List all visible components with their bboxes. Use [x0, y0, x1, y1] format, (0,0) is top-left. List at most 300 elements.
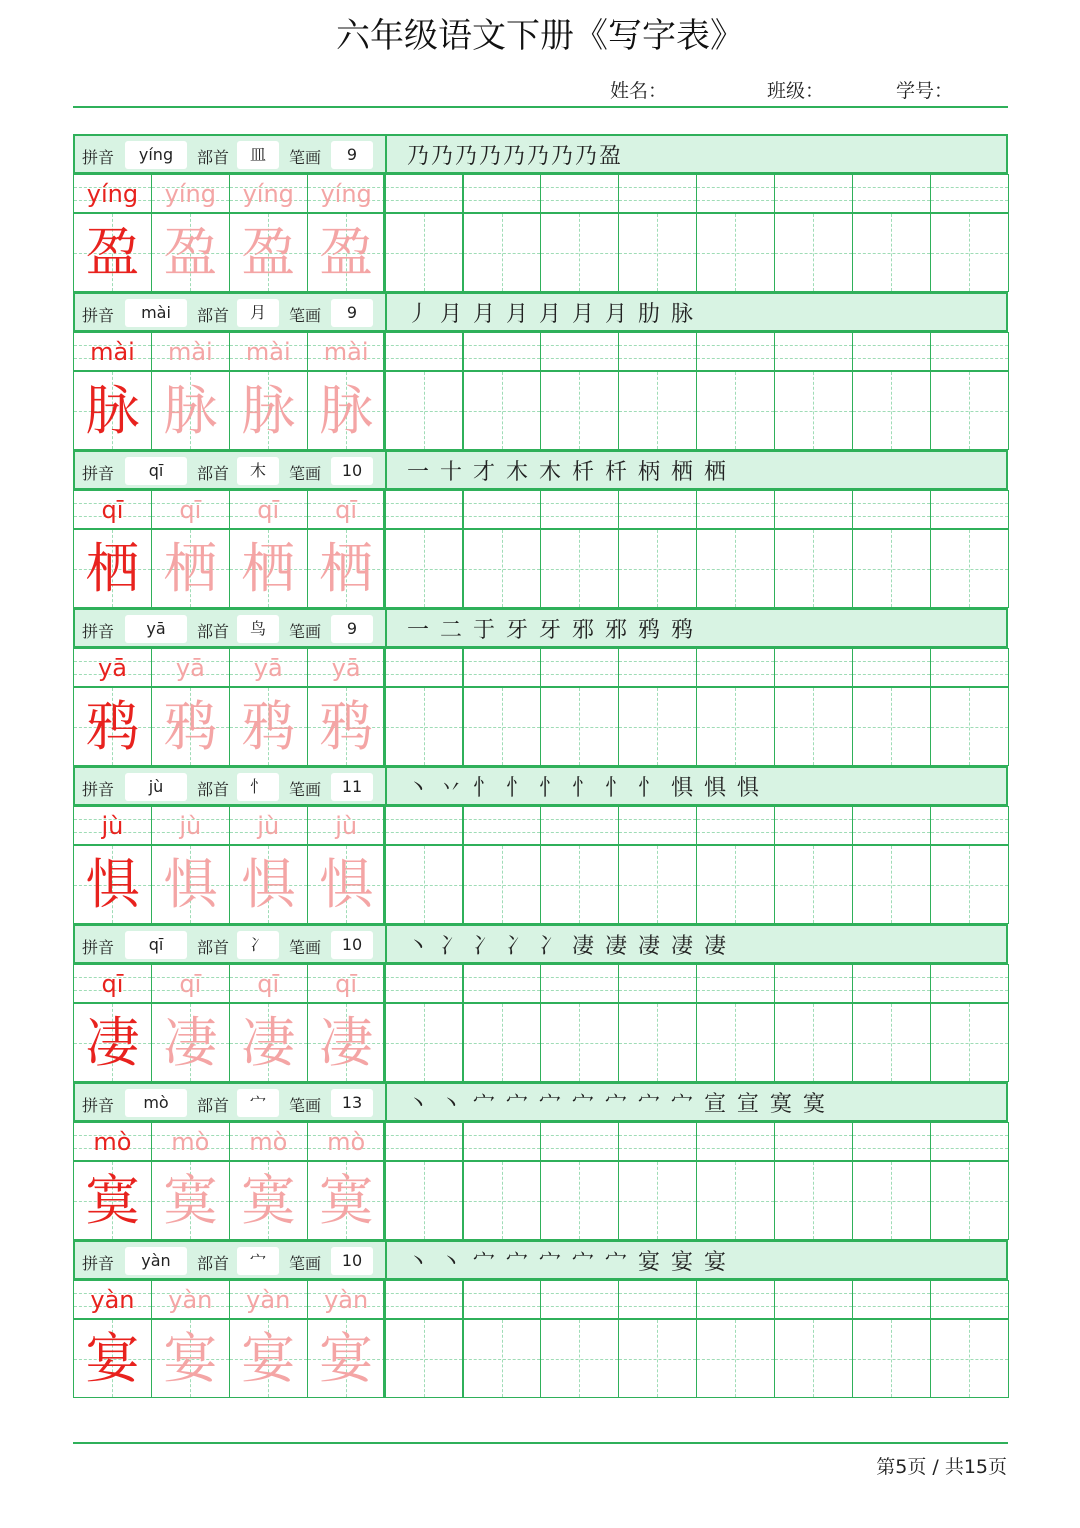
- pinyin-cell: [73, 174, 152, 213]
- character-cell[interactable]: [774, 371, 853, 450]
- pinyin-cell: [307, 964, 386, 1003]
- pinyin-cell[interactable]: [930, 964, 1009, 1003]
- pinyin-cell: [307, 490, 386, 529]
- character-block: [73, 450, 1008, 608]
- pinyin-cell[interactable]: [774, 964, 853, 1003]
- character-trace: 鸦: [163, 695, 218, 758]
- character-cell[interactable]: [540, 371, 619, 450]
- pinyin-trace: yíng: [320, 180, 372, 208]
- pinyin-cell: [229, 648, 308, 687]
- radical-label: 部首: [197, 1254, 230, 1273]
- character-block: [73, 1082, 1008, 1240]
- character-cell[interactable]: [618, 1161, 697, 1240]
- pinyin-cell: [151, 1280, 230, 1319]
- pinyin-trace: jù: [257, 812, 280, 840]
- character-cell: [73, 1319, 152, 1398]
- pinyin-label: 拼音: [82, 622, 115, 641]
- pinyin-cell[interactable]: [540, 806, 619, 845]
- character-model: 凄: [85, 1011, 140, 1074]
- pinyin-cell[interactable]: [852, 174, 931, 213]
- character-trace: 鸦: [319, 695, 374, 758]
- character-cell[interactable]: [930, 529, 1009, 608]
- character-cell[interactable]: [463, 687, 542, 766]
- pinyin-value: yàn: [125, 1247, 187, 1275]
- header-separator: [385, 1242, 387, 1278]
- radical-value: 冫: [237, 931, 279, 959]
- pinyin-cell[interactable]: [852, 490, 931, 529]
- character-cell: [73, 213, 152, 292]
- character-cell: [151, 371, 230, 450]
- character-cell: [229, 1003, 308, 1082]
- character-cell[interactable]: [696, 687, 775, 766]
- character-cell[interactable]: [540, 845, 619, 924]
- character-trace: 寞: [241, 1169, 296, 1232]
- stroke-count-label: 笔画: [289, 622, 322, 641]
- character-cell[interactable]: [696, 529, 775, 608]
- character-cell: [229, 213, 308, 292]
- character-cell[interactable]: [385, 529, 464, 608]
- pinyin-cell[interactable]: [774, 1122, 853, 1161]
- character-cell[interactable]: [696, 845, 775, 924]
- pinyin-cell[interactable]: [540, 332, 619, 371]
- character-cell[interactable]: [696, 1319, 775, 1398]
- pinyin-cell: [151, 1122, 230, 1161]
- pinyin-cell[interactable]: [463, 1122, 542, 1161]
- character-cell[interactable]: [852, 371, 931, 450]
- character-cell: [229, 1161, 308, 1240]
- character-header: [73, 1082, 1008, 1122]
- pinyin-cell[interactable]: [852, 806, 931, 845]
- pinyin-cell[interactable]: [463, 490, 542, 529]
- pinyin-cell[interactable]: [618, 490, 697, 529]
- pinyin-cell[interactable]: [540, 964, 619, 1003]
- pinyin-trace: yíng: [164, 180, 216, 208]
- pinyin-cell[interactable]: [540, 1280, 619, 1319]
- pinyin-cell[interactable]: [540, 648, 619, 687]
- character-model: 盈: [85, 221, 140, 284]
- character-cell[interactable]: [618, 687, 697, 766]
- pinyin-trace: qī: [257, 496, 280, 524]
- character-cell[interactable]: [385, 213, 464, 292]
- character-cell: [151, 845, 230, 924]
- pinyin-cell: [307, 1122, 386, 1161]
- writing-grid: [73, 134, 1008, 1398]
- character-cell[interactable]: [696, 1003, 775, 1082]
- character-cell[interactable]: [463, 529, 542, 608]
- character-cell[interactable]: [930, 213, 1009, 292]
- pinyin-cell[interactable]: [774, 1280, 853, 1319]
- character-cell[interactable]: [463, 1161, 542, 1240]
- pinyin-cell[interactable]: [930, 174, 1009, 213]
- character-cell: [73, 529, 152, 608]
- pinyin-cell[interactable]: [774, 174, 853, 213]
- radical-value: 宀: [237, 1089, 279, 1117]
- pinyin-cell[interactable]: [930, 332, 1009, 371]
- class-label: 班级：: [767, 80, 825, 102]
- pinyin-cell[interactable]: [930, 490, 1009, 529]
- pinyin-cell[interactable]: [540, 1122, 619, 1161]
- radical-label: 部首: [197, 1096, 230, 1115]
- radical-value: 忄: [237, 773, 279, 801]
- pinyin-label: 拼音: [82, 938, 115, 957]
- character-cell: [73, 687, 152, 766]
- pinyin-cell[interactable]: [852, 1122, 931, 1161]
- pinyin-cell[interactable]: [696, 964, 775, 1003]
- character-cell[interactable]: [385, 687, 464, 766]
- stroke-order: 一 十 才 木 木 杄 杄 柄 栖 栖: [407, 460, 728, 485]
- character-trace: 栖: [319, 537, 374, 600]
- header-separator: [385, 452, 387, 488]
- character-cell[interactable]: [618, 213, 697, 292]
- character-cell[interactable]: [385, 371, 464, 450]
- pinyin-cell: [73, 490, 152, 529]
- character-cell: [151, 529, 230, 608]
- pinyin-cell[interactable]: [930, 1122, 1009, 1161]
- character-cell[interactable]: [774, 1161, 853, 1240]
- pinyin-cell[interactable]: [463, 174, 542, 213]
- character-header: [73, 766, 1008, 806]
- pinyin-cell: [229, 1280, 308, 1319]
- radical-value: 鸟: [237, 615, 279, 643]
- character-cell[interactable]: [774, 845, 853, 924]
- stroke-order: 一 二 于 牙 牙 邪 邪 鸦 鸦: [407, 618, 695, 643]
- pinyin-trace: yàn: [246, 1286, 291, 1314]
- pinyin-cell[interactable]: [618, 1122, 697, 1161]
- character-header: [73, 608, 1008, 648]
- stroke-order: 乃乃乃乃乃乃乃乃盈: [407, 144, 624, 169]
- page-title: 六年级语文下册《写字表》: [336, 16, 744, 56]
- character-cell[interactable]: [540, 1319, 619, 1398]
- pinyin-cell[interactable]: [696, 1280, 775, 1319]
- pinyin-cell[interactable]: [852, 332, 931, 371]
- pinyin-cell[interactable]: [385, 1280, 464, 1319]
- stroke-count-value: 9: [331, 615, 373, 643]
- stroke-order: 丶 丶 宀 宀 宀 宀 宀 宴 宴 宴: [407, 1250, 728, 1275]
- pinyin-cell[interactable]: [463, 1280, 542, 1319]
- character-header: [73, 924, 1008, 964]
- character-cell: [151, 1319, 230, 1398]
- character-cell[interactable]: [930, 1003, 1009, 1082]
- header-separator: [385, 294, 387, 330]
- character-cell[interactable]: [463, 1003, 542, 1082]
- character-cell: [229, 845, 308, 924]
- character-cell[interactable]: [385, 1161, 464, 1240]
- pinyin-cell[interactable]: [618, 806, 697, 845]
- pinyin-value: mò: [125, 1089, 187, 1117]
- pinyin-cell: [151, 174, 230, 213]
- character-cell[interactable]: [852, 213, 931, 292]
- radical-value: 宀: [237, 1247, 279, 1275]
- pinyin-trace: yàn: [324, 1286, 369, 1314]
- character-trace: 宴: [241, 1327, 296, 1390]
- character-cell[interactable]: [463, 371, 542, 450]
- pinyin-cell[interactable]: [852, 964, 931, 1003]
- pinyin-cell[interactable]: [774, 648, 853, 687]
- name-label: 姓名：: [610, 80, 668, 102]
- pinyin-cell[interactable]: [696, 648, 775, 687]
- radical-value: 木: [237, 457, 279, 485]
- pinyin-trace: mò: [171, 1128, 210, 1156]
- character-cell: [73, 1003, 152, 1082]
- character-cell[interactable]: [930, 1319, 1009, 1398]
- pinyin-cell[interactable]: [696, 490, 775, 529]
- character-cell: [307, 1003, 386, 1082]
- character-cell: [307, 1319, 386, 1398]
- pinyin-cell: [151, 490, 230, 529]
- character-cell: [73, 845, 152, 924]
- character-cell: [307, 687, 386, 766]
- pinyin-cell[interactable]: [774, 806, 853, 845]
- pinyin-value: qī: [125, 931, 187, 959]
- pinyin-value: yíng: [125, 141, 187, 169]
- pinyin-cell[interactable]: [385, 332, 464, 371]
- character-trace: 盈: [319, 221, 374, 284]
- character-cell: [229, 529, 308, 608]
- stroke-count-value: 10: [331, 457, 373, 485]
- pinyin-cell[interactable]: [385, 806, 464, 845]
- pinyin-label: 拼音: [82, 148, 115, 167]
- character-cell[interactable]: [463, 213, 542, 292]
- stroke-count-label: 笔画: [289, 938, 322, 957]
- pinyin-trace: qī: [179, 496, 202, 524]
- character-trace: 盈: [241, 221, 296, 284]
- character-trace: 寞: [163, 1169, 218, 1232]
- character-cell[interactable]: [930, 1161, 1009, 1240]
- character-cell[interactable]: [852, 1003, 931, 1082]
- character-trace: 寞: [319, 1169, 374, 1232]
- stroke-count-value: 9: [331, 141, 373, 169]
- pinyin-cell[interactable]: [696, 174, 775, 213]
- pinyin-cell[interactable]: [385, 1122, 464, 1161]
- pinyin-trace: qī: [179, 970, 202, 998]
- character-header: [73, 134, 1008, 174]
- pinyin-cell[interactable]: [385, 964, 464, 1003]
- character-model: 脉: [85, 379, 140, 442]
- pinyin-cell[interactable]: [774, 490, 853, 529]
- pinyin-cell: [307, 648, 386, 687]
- character-cell: [151, 687, 230, 766]
- stroke-count-label: 笔画: [289, 780, 322, 799]
- character-cell[interactable]: [852, 1319, 931, 1398]
- pinyin-cell: [151, 332, 230, 371]
- character-cell[interactable]: [385, 1003, 464, 1082]
- pinyin-cell[interactable]: [852, 1280, 931, 1319]
- pinyin-label: 拼音: [82, 1254, 115, 1273]
- character-model: 惧: [85, 853, 140, 916]
- pinyin-cell: [229, 964, 308, 1003]
- pinyin-cell: [229, 806, 308, 845]
- character-cell: [307, 845, 386, 924]
- character-cell[interactable]: [852, 687, 931, 766]
- pinyin-trace: yàn: [168, 1286, 213, 1314]
- character-cell[interactable]: [540, 529, 619, 608]
- character-cell[interactable]: [852, 529, 931, 608]
- character-cell: [307, 1161, 386, 1240]
- character-cell[interactable]: [696, 1161, 775, 1240]
- radical-label: 部首: [197, 938, 230, 957]
- pinyin-cell: [73, 964, 152, 1003]
- character-cell[interactable]: [774, 1003, 853, 1082]
- character-cell: [307, 529, 386, 608]
- pinyin-trace: yā: [331, 654, 361, 682]
- character-cell[interactable]: [774, 687, 853, 766]
- character-trace: 凄: [163, 1011, 218, 1074]
- header-separator: [385, 926, 387, 962]
- pinyin-cell: [73, 806, 152, 845]
- pinyin-cell[interactable]: [463, 332, 542, 371]
- stroke-count-label: 笔画: [289, 148, 322, 167]
- pinyin-cell[interactable]: [930, 806, 1009, 845]
- pinyin-cell: [229, 332, 308, 371]
- pinyin-cell: [73, 648, 152, 687]
- character-header: [73, 450, 1008, 490]
- pinyin-cell[interactable]: [618, 174, 697, 213]
- pinyin-trace: yā: [175, 654, 205, 682]
- character-cell[interactable]: [930, 371, 1009, 450]
- pinyin-trace: qī: [335, 496, 358, 524]
- pinyin-model: mài: [90, 338, 135, 366]
- character-cell[interactable]: [696, 213, 775, 292]
- pinyin-cell[interactable]: [385, 174, 464, 213]
- character-block: [73, 134, 1008, 292]
- character-model: 寞: [85, 1169, 140, 1232]
- character-cell: [73, 371, 152, 450]
- character-cell[interactable]: [930, 845, 1009, 924]
- character-cell: [151, 1003, 230, 1082]
- radical-label: 部首: [197, 780, 230, 799]
- character-cell[interactable]: [774, 1319, 853, 1398]
- pinyin-cell[interactable]: [696, 332, 775, 371]
- pinyin-cell[interactable]: [618, 1280, 697, 1319]
- pinyin-cell[interactable]: [540, 490, 619, 529]
- pinyin-cell: [229, 490, 308, 529]
- stroke-count-value: 9: [331, 299, 373, 327]
- character-model: 宴: [85, 1327, 140, 1390]
- character-cell[interactable]: [540, 213, 619, 292]
- pinyin-cell[interactable]: [696, 1122, 775, 1161]
- character-cell: [151, 213, 230, 292]
- character-cell[interactable]: [540, 1003, 619, 1082]
- pinyin-value: jù: [125, 773, 187, 801]
- stroke-count-value: 11: [331, 773, 373, 801]
- character-cell[interactable]: [618, 371, 697, 450]
- character-trace: 惧: [163, 853, 218, 916]
- pinyin-value: mài: [125, 299, 187, 327]
- character-cell: [229, 687, 308, 766]
- pinyin-model: jù: [101, 812, 124, 840]
- pinyin-label: 拼音: [82, 306, 115, 325]
- pinyin-trace: jù: [179, 812, 202, 840]
- pinyin-model: yā: [97, 654, 127, 682]
- pinyin-trace: mài: [245, 338, 291, 366]
- character-cell[interactable]: [385, 845, 464, 924]
- pinyin-cell: [307, 806, 386, 845]
- pinyin-cell[interactable]: [540, 174, 619, 213]
- character-cell[interactable]: [618, 1003, 697, 1082]
- pinyin-cell[interactable]: [463, 964, 542, 1003]
- character-cell[interactable]: [774, 529, 853, 608]
- pinyin-cell[interactable]: [385, 490, 464, 529]
- header-separator: [385, 1084, 387, 1120]
- character-trace: 栖: [163, 537, 218, 600]
- pinyin-trace: mò: [249, 1128, 288, 1156]
- character-block: [73, 608, 1008, 766]
- pinyin-cell[interactable]: [930, 648, 1009, 687]
- pinyin-cell[interactable]: [852, 648, 931, 687]
- character-trace: 脉: [241, 379, 296, 442]
- character-cell[interactable]: [463, 1319, 542, 1398]
- character-cell[interactable]: [618, 529, 697, 608]
- pinyin-cell: [229, 174, 308, 213]
- pinyin-trace: mò: [327, 1128, 366, 1156]
- pinyin-cell: [73, 332, 152, 371]
- pinyin-label: 拼音: [82, 464, 115, 483]
- stroke-count-value: 13: [331, 1089, 373, 1117]
- character-trace: 脉: [319, 379, 374, 442]
- character-block: [73, 1240, 1008, 1398]
- pinyin-model: yíng: [86, 180, 139, 208]
- character-trace: 栖: [241, 537, 296, 600]
- pinyin-trace: jù: [335, 812, 358, 840]
- pinyin-cell: [151, 806, 230, 845]
- character-cell[interactable]: [930, 687, 1009, 766]
- character-header: [73, 1240, 1008, 1280]
- pinyin-trace: yíng: [242, 180, 294, 208]
- character-model: 栖: [85, 537, 140, 600]
- character-cell[interactable]: [385, 1319, 464, 1398]
- stroke-count-value: 10: [331, 1247, 373, 1275]
- pinyin-cell: [73, 1280, 152, 1319]
- pinyin-cell[interactable]: [618, 648, 697, 687]
- character-cell: [307, 371, 386, 450]
- pinyin-cell[interactable]: [696, 806, 775, 845]
- character-trace: 惧: [319, 853, 374, 916]
- character-cell[interactable]: [774, 213, 853, 292]
- stroke-order: 丶 丶 宀 宀 宀 宀 宀 宀 宀 宣 宣 寞 寞: [407, 1092, 827, 1117]
- pinyin-cell[interactable]: [463, 806, 542, 845]
- pinyin-cell[interactable]: [618, 964, 697, 1003]
- character-cell: [229, 1319, 308, 1398]
- footer-divider: [73, 1442, 1008, 1444]
- character-cell[interactable]: [618, 845, 697, 924]
- character-cell[interactable]: [463, 845, 542, 924]
- character-trace: 惧: [241, 853, 296, 916]
- pinyin-cell[interactable]: [385, 648, 464, 687]
- character-trace: 鸦: [241, 695, 296, 758]
- stroke-order: 丶 冫 冫 冫 冫 凄 凄 凄 凄 凄: [407, 934, 728, 959]
- pinyin-cell[interactable]: [930, 1280, 1009, 1319]
- character-cell[interactable]: [540, 687, 619, 766]
- character-cell: [151, 1161, 230, 1240]
- character-trace: 凄: [241, 1011, 296, 1074]
- pinyin-value: qī: [125, 457, 187, 485]
- character-cell[interactable]: [540, 1161, 619, 1240]
- character-trace: 凄: [319, 1011, 374, 1074]
- character-cell[interactable]: [852, 845, 931, 924]
- character-cell[interactable]: [618, 1319, 697, 1398]
- character-cell[interactable]: [852, 1161, 931, 1240]
- radical-label: 部首: [197, 622, 230, 641]
- stroke-count-label: 笔画: [289, 1096, 322, 1115]
- radical-label: 部首: [197, 464, 230, 483]
- pinyin-trace: qī: [335, 970, 358, 998]
- character-cell[interactable]: [696, 371, 775, 450]
- radical-value: 月: [237, 299, 279, 327]
- pinyin-cell[interactable]: [463, 648, 542, 687]
- pinyin-cell: [307, 1280, 386, 1319]
- pinyin-cell[interactable]: [774, 332, 853, 371]
- pinyin-cell[interactable]: [618, 332, 697, 371]
